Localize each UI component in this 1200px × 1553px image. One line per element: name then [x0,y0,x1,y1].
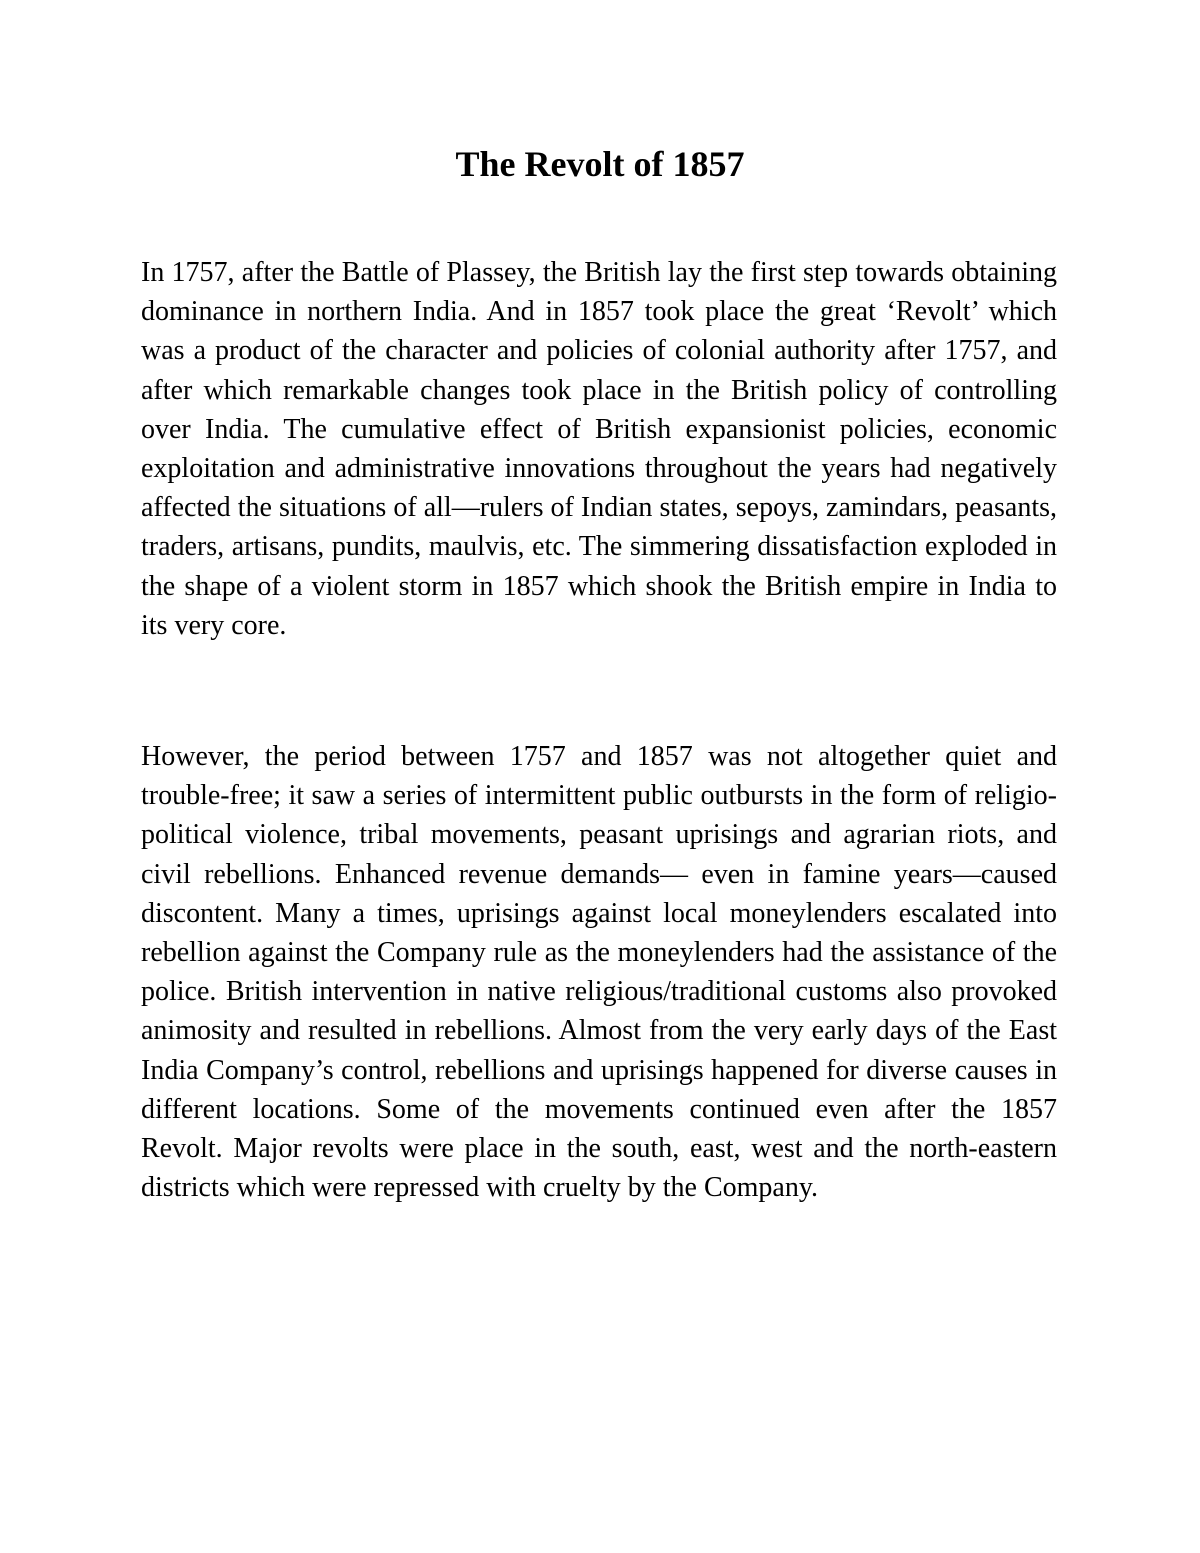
paragraph-1: In 1757, after the Battle of Plassey, the British lay the first step towards obtaining dominance in northern India. And in 1857 took place the great ‘Revolt’ which was a product of the character and policies of colonial authority after 1757, and after which remarkable changes took place in the British policy of controlling over India. The cumulative effect of British expansionist policies, economic exploitation and administrative innovations throughout the years had negatively affected the situations of all—rulers of Indian states, sepoys, zamindars, peasants, traders, artisans, pundits, maulvis, etc. The simmering dissatisfaction exploded in the shape of a violent storm in 1857 which shook the British empire in India to its very core. [141,257,1057,641]
document-title: The Revolt of 1857 [455,144,745,184]
paragraph-2: However, the period between 1757 and 1857 was not altogether quiet and trouble-free; it saw a series of intermittent public outbursts in the form of religio-political violence, tribal movements, peasant uprisings and agrarian riots, and civil rebellions. Enhanced revenue demands— even in famine years—caused discontent. Many a times, uprisings against local moneylenders escalated into rebellion against the Company rule as the moneylenders had the assistance of the police. British intervention in native religious/traditional customs also provoked animosity and resulted in rebellions. Almost from the very early days of the East India Company’s control, rebellions and uprisings happened for diverse causes in different locations. Some of the movements continued even after the 1857 Revolt. Major revolts were place in the south, east, west and the north-eastern districts which were repressed with cruelty by the Company. [141,741,1057,1204]
